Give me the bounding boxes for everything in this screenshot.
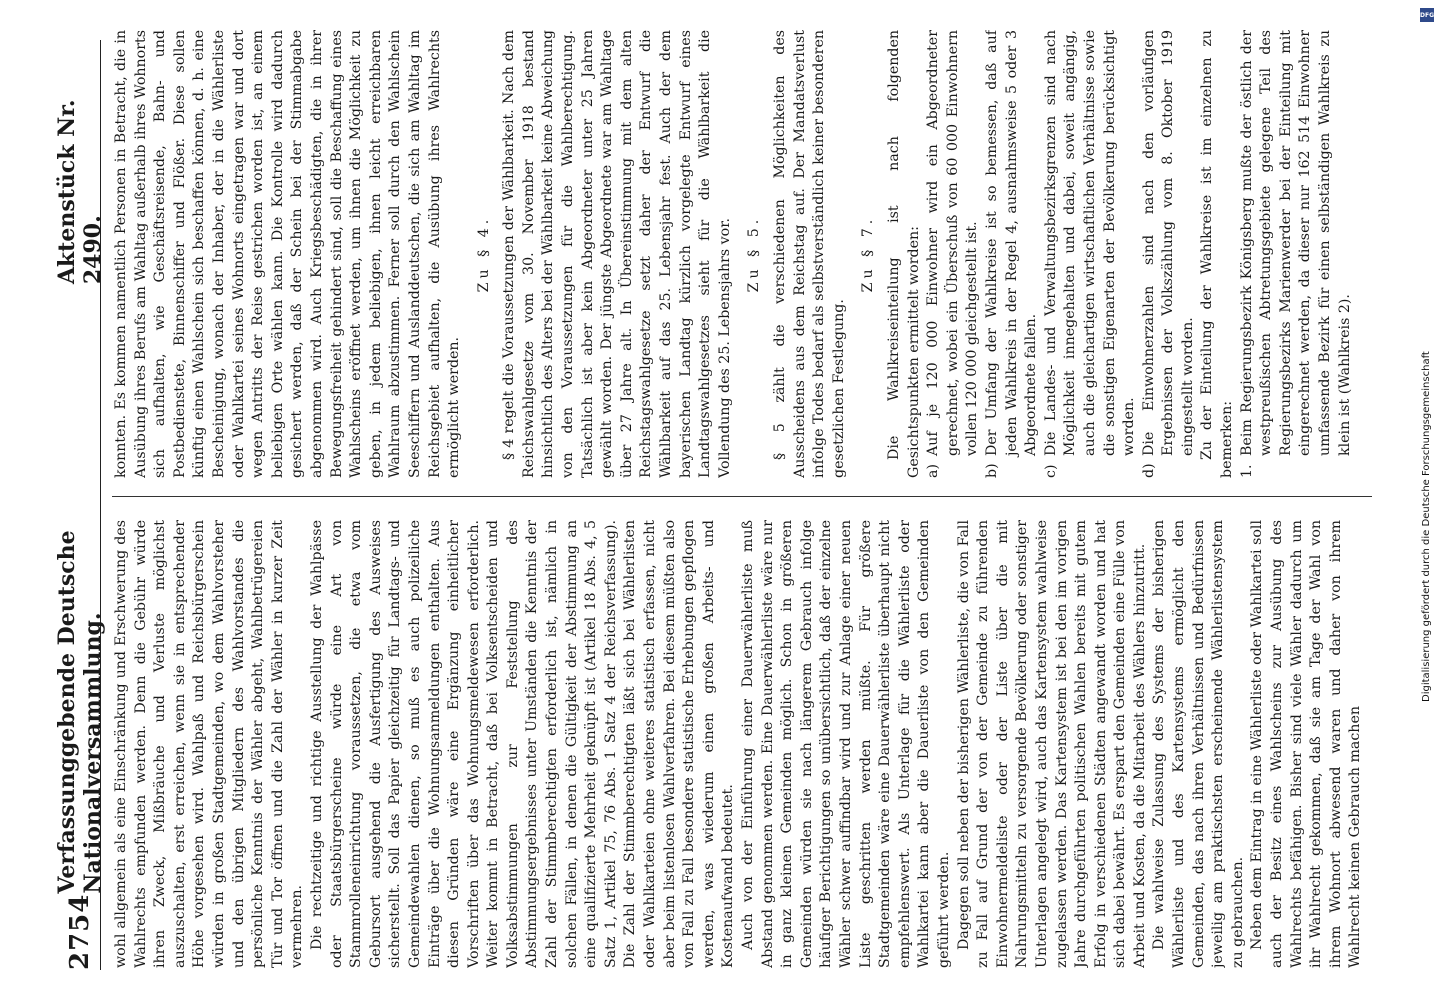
list-item [1140,30,1199,478]
list-text: Die Einwohnerzahlen sind nach den vorläufigen Ergebnissen der Volkszählung vom 8. Oktober 1919 eingestellt worden. [1140,30,1196,456]
document-reference: Aktenstück Nr. 2490. [54,99,106,285]
credit-text: Digitalisierung gefördert durch die Deutsche Forschungsgemeinschaft [1421,351,1432,702]
left-column [112,520,1382,968]
section-heading-4: Zu § 4. [475,215,492,293]
page-number: 2754 [65,893,95,970]
list-label: 1. [1238,464,1255,478]
list-item [983,30,1042,478]
section-heading-7: Zu § 7. [860,215,877,293]
paragraph: § 5 zählt die verschiedenen Möglichkeiten des Ausscheidens aus dem Reichstag auf. Der Mandatsverlust infolge Todes bedarf als selbstverständlich keiner besonderen gesetzlichen Festlegung. [772,30,847,478]
section-heading-5: Zu § 5. [746,215,763,293]
paragraph: Die wahlweise Zulassung des Systems der bisherigen Wählerliste und des Kartensystems ermöglicht den Gemeinden, das nach ihren Verhältnissen und Bedürfnissen jeweilig am praktischsten erscheinende Wählerlistensystem zu gebrauchen. [1151,520,1246,968]
district-list [1238,30,1356,478]
list-item [1238,30,1356,478]
paragraph: § 4 regelt die Voraussetzungen der Wählbarkeit. Nach dem Reichswahlgesetze vom 30. November 1918 bestand hinsichtlich des Alters bei der Wählbarkeit keine Abweichung von den Voraussetzungen für die Wahlberechtigung. Tatsächlich ist aber kein Abgeordneter unter 25 Jahren gewählt worden. Der jüngste Abgeordnete war am Wahltage über 27 Jahre alt. In Übereinstimmung mit dem alten Reichstagswahlgesetze setzt daher der Entwurf die Wählbarkeit auf das 25. Lebensjahr fest. Auch der dem bayerischen Landtag kürzlich vorgelegte Entwurf eines Landtagswahlgesetzes sieht für die Wählbarkeit die Vollendung des 25. Lebensjahrs vor. [501,30,733,478]
list-text: Die Landes- und Verwaltungsbezirksgrenzen sind nach Möglichkeit innegehalten und dabei, soweit angängig, auch die gleichartigen wirtschaftlichen Verhältnisse sowie die sonstigen Eigenarten der Bevölkerung berücksichtigt worden. [1042,30,1138,456]
paragraph: Auch von der Einführung einer Dauerwählerliste muß Abstand genommen werden. Eine Dauerwählerliste wäre nur in ganz kleinen Gemeinden möglich. Schon in größeren Gemeinden würden sie nach längerem Gebrauch infolge häufiger Berichtigungen so unübersichtlich, daß der einzelne Wähler schwer auffindbar wird und zur Anlage einer neuen Liste geschritten werden müßte. Für größere Stadtgemeinden wäre eine Dauerwählerliste überhaupt nicht empfehlenswert. Als Unterlage für die Wählerliste oder Wahlkartei kann aber die Dauerliste von den Gemeinden geführt werden. [740,520,952,968]
list-label: c) [1042,464,1059,478]
column-divider [112,496,1372,497]
right-column [112,30,1382,478]
criteria-list [924,30,1198,478]
paragraph: wohl allgemein als eine Einschränkung und Erschwerung des Wahlrechts empfunden werden. Denn die Gebühr würde ihren Zweck, Mißbräuche und Verluste möglichst auszuschalten, erst erreichen, wenn sie in entsprechender Höhe vorgesehen wird. Wahlpaß und Reichsbürgerschein würden in großen Stadtgemeinden, wo dem Wahlvorsteher und den übrigen Mitgliedern des Wahlvorstandes die persönliche Kenntnis der Wähler abgeht, Wahlbetrügereien Tür und Tor öffnen und die Zahl der Wähler in kurzer Zeit vermehren. [113,520,306,968]
paragraph: konnten. Es kommen namentlich Personen in Betracht, die in Ausübung ihres Berufs am Wahltag außerhalb ihres Wohnorts sich aufhalten, wie Geschäftsreisende, Bahn- und Postbedienstete, Binnenschiffer und Flößer. Diese sollen künftig einen Wahlschein sich beschaffen können, d. h. eine Bescheinigung, wonach der Inhaber, der in die Wählerliste oder Wahlkartei seines Wohnorts eingetragen war und dort wegen Antritts der Reise gestrichen worden ist, an einem beliebigen Orte wählen kann. Die Kontrolle wird dadurch gesichert werden, daß der Schein bei der Stimmabgabe abgenommen wird. Auch Kriegsbeschädigten, die in ihrer Bewegungsfreiheit gehindert sind, soll die Beschaffung eines Wahlscheins eröffnet werden, um ihnen die Möglichkeit zu geben, in jedem beliebigen, ihnen leicht erreichbaren Wahlraum abzustimmen. Ferner soll durch den Wahlschein Seeschiffern und Auslanddeutschen, die sich am Wahltag im Reichsgebiet aufhalten, die Ausübung ihres Wahlrechts ermöglicht werden. [113,30,463,478]
paragraph: Neben dem Eintrag in eine Wählerliste oder Wahlkartei soll auch der Besitz eines Wahlscheins zur Ausübung des Wahlrechts befähigen. Bisher sind viele Wähler dadurch um ihr Wahlrecht gekommen, daß sie am Tage der Wahl von ihrem Wohnort abwesend waren und daher von ihrem Wahlrecht keinen Gebrauch machen [1249,520,1364,968]
list-text: Beim Regierungsbezirk Königsberg mußte der östlich der westpreußischen Abtretungsgebiete gelegene Teil des Regierungsbezirks Marienwerder bei der Einteilung mit eingerechnet werden, da dieser nur 162 514 Einwohner umfassende Bezirk für einen selbständigen Wahlkreis zu klein ist (Wahlkreis 2). [1238,30,1353,456]
paragraph: Die rechtzeitige und richtige Ausstellung der Wahlpässe oder Staatsbürgerscheine würde eine Art von Stammrolleneinrichtung voraussetzen, die etwa vom Gebursort ausgehend die Ausfertigung des Ausweises sicherstellt. Soll das Papier gleichzeitig für Landtags- und Gemeindewahlen dienen, so muß es auch polizeiliche Einträge über die Wohnungsanmeldungen enthalten. Aus diesen Gründen wäre eine Ergänzung einheitlicher Vorschriften über das Wohnungsmeldewesen erforderlich. Weiter kommt in Betracht, daß bei Volksentscheiden und Volksabstimmungen zur Feststellung des Abstimmungsergebnisses unter Umständen die Kenntnis der Zahl der Stimmberechtigten erforderlich ist, nämlich in solchen Fällen, in denen die Gültigkeit der Abstimmung an eine qualifizierte Mehrheit geknüpft ist (Artikel 18 Abs. 4, 5 Satz 1, Artikel 75, 76 Abs. 1 Satz 4 der Reichsverfassung). Die Zahl der Stimmberechtigten läßt sich bei Wählerlisten oder Wahlkarteien ohne weiteres statistisch erfassen, nicht aber beim listenlosen Wahlverfahren. Bei diesem müßten also von Fall zu Fall besondere statistische Erhebungen gepflogen werden, was wiederum einen großen Arbeits- und Kostenaufwand bedeutet. [308,520,737,968]
list-item [1042,30,1140,478]
list-text: Auf je 120 000 Einwohner wird ein Abgeordneter gerechnet, wobei ein Überschuß von 60 000 Einwohnern vollen 120 000 gleichgestellt ist. [925,30,981,456]
page-header [54,40,106,970]
paragraph: Die Wahlkreiseinteilung ist nach folgenden Gesichtspunkten ermittelt worden: [885,30,922,478]
running-title: Verfassunggebende Deutsche Nationalversammlung. [54,530,106,894]
dfg-logo: DFG [1420,8,1434,22]
list-label: b) [983,463,1000,478]
paragraph: Zu der Einteilung der Wahlkreise ist im einzelnen zu bemerken: [1199,30,1236,478]
digitization-credit [1417,22,1434,702]
list-item [924,30,983,478]
list-label: a) [925,464,942,478]
list-text: Der Umfang der Wahlkreise ist so bemessen, daß auf jeden Wahlkreis in der Regel 4, ausnahmsweise 5 oder 3 Abgeordnete fallen. [983,30,1040,456]
paragraph: Dagegen soll neben der bisherigen Wählerliste, die von Fall zu Fall auf Grund der von der Gemeinde zu führenden Einwohnermeldeliste oder der Liste über die mit Nahrungsmitteln zu versorgende Bevölkerung oder sonstiger Unterlagen angelegt wird, auch das Kartensystem wahlweise zugelassen werden. Das Kartensystem ist bei den im vorigen Jahre durchgeführten politischen Wahlen bereits mit gutem Erfolg in verschiedenen Städten angewandt worden und hat sich dabei bewährt. Es erspart den Gemeinden eine Fülle von Arbeit und Kosten, da die Mitarbeit des Wählers hinzutritt. [955,520,1148,968]
list-label: d) [1140,463,1157,478]
